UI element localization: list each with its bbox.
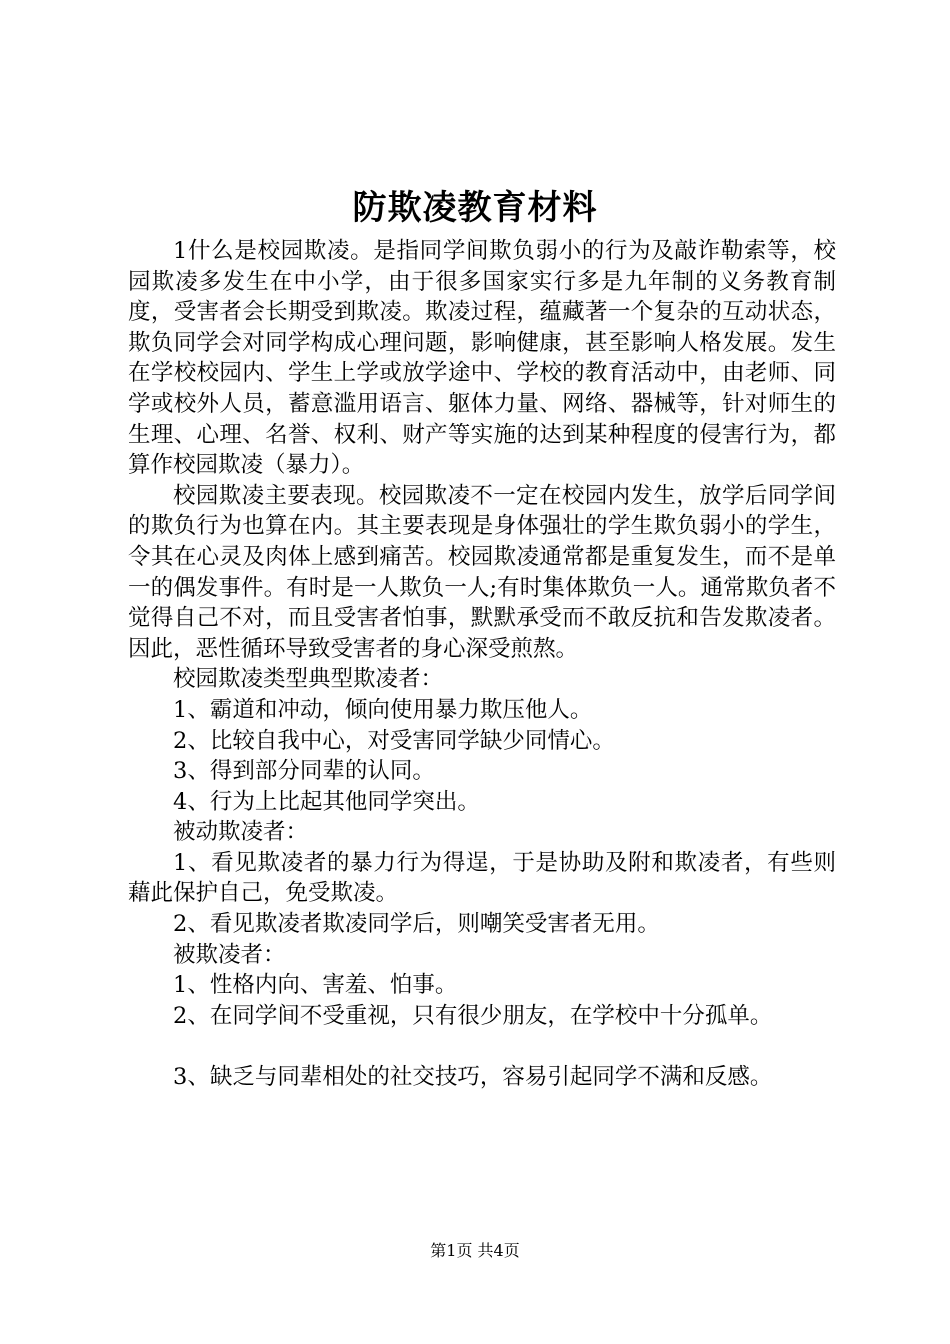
- list-item: 1、性格内向、害羞、怕事。: [173, 972, 458, 999]
- list-item: 2、比较自我中心，对受害同学缺少同情心。: [173, 727, 615, 754]
- list-item: 3、得到部分同辈的认同。: [173, 758, 435, 785]
- page-footer: 第1页 共4页: [430, 1241, 520, 1260]
- heading-typical-bullies: 校园欺凌类型典型欺凌者：: [173, 666, 444, 693]
- list-item: 3、缺乏与同辈相处的社交技巧，容易引起同学不满和反感。: [173, 1064, 773, 1091]
- blank-line: [128, 1031, 836, 1062]
- list-item: 4、行为上比起其他同学突出。: [173, 788, 480, 815]
- paragraph-main-manifestations: 校园欺凌主要表现。校园欺凌不一定在校园内发生，放学后同学间的欺负行为也算在内。其主要表现是身体强壮的学生欺负弱小的学生，令其在心灵及肉体上感到痛苦。校园欺凌通常都是重复发生，而不是单一的偶发事件。有时是一人欺负一人;有时集体欺负一人。通常欺负者不觉得自己不对，而且受害者怕事，默默承受而不敢反抗和告发欺凌者。因此，恶性循环导致受害者的身心深受煎熬。: [128, 482, 836, 662]
- paragraph-what-is-bullying: 1什么是校园欺凌。是指同学间欺负弱小的行为及敲诈勒索等，校园欺凌多发生在中小学，由于很多国家实行多是九年制的义务教育制度，受害者会长期受到欺凌。欺凌过程，蕴藏著一个复杂的互动状态，欺负同学会对同学构成心理问题，影响健康，甚至影响人格发展。发生在学校校园内、学生上学或放学途中、学校的教育活动中，由老师、同学或校外人员，蓄意滥用语言、躯体力量、网络、器械等，针对师生的生理、心理、名誉、权利、财产等实施的达到某种程度的侵害行为，都算作校园欺凌（暴力）。: [128, 238, 836, 479]
- document-body: [128, 236, 836, 1093]
- list-item: 1、看见欺凌者的暴力行为得逞，于是协助及附和欺凌者，有些则藉此保护自己，免受欺凌。: [128, 849, 836, 907]
- heading-victims: 被欺凌者：: [173, 941, 286, 968]
- list-item: 2、在同学间不受重视，只有很少朋友，在学校中十分孤单。: [173, 1002, 773, 1029]
- document-title: 防欺凌教育材料: [352, 188, 598, 228]
- list-item: 1、霸道和冲动，倾向使用暴力欺压他人。: [173, 696, 593, 723]
- heading-passive-bullies: 被动欺凌者：: [173, 819, 309, 846]
- list-item: 2、看见欺凌者欺凌同学后，则嘲笑受害者无用。: [173, 911, 660, 938]
